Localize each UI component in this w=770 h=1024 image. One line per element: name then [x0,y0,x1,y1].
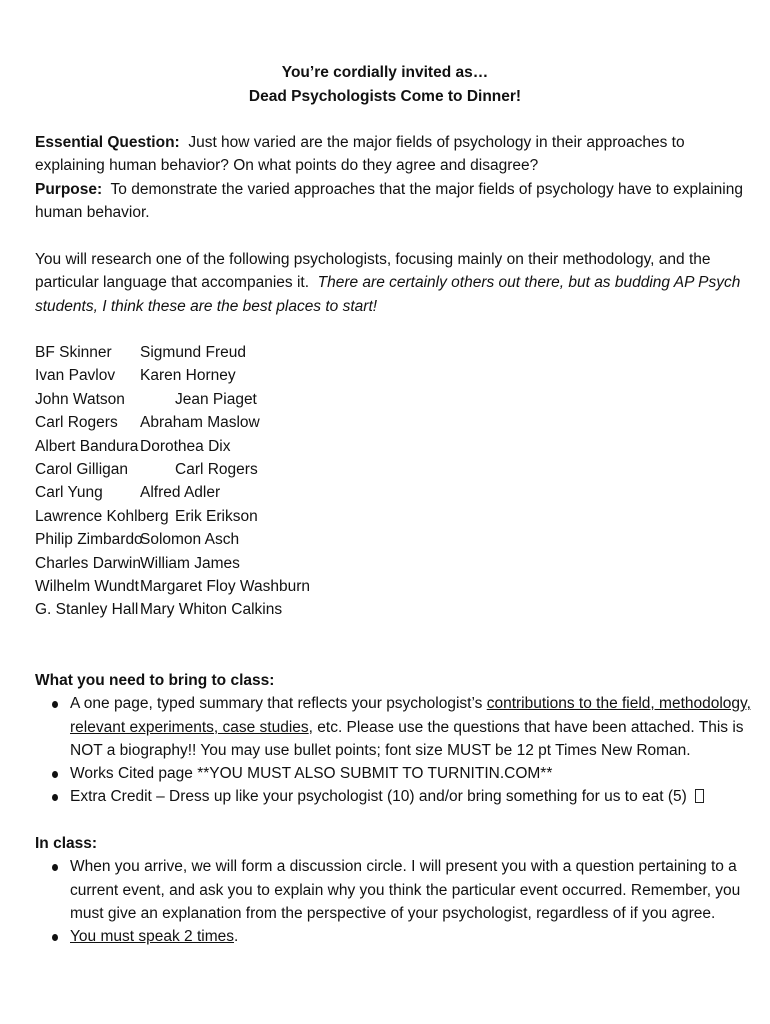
event-title [0,85,770,108]
psychologist-name: Karen Horney [140,367,236,385]
bring-item-1-underlined: contributions to the field, methodology, relevant experiments, case studies [70,695,751,736]
purpose [35,178,755,225]
in-class-item-2-underlined: You must speak 2 times [70,928,234,946]
in-class-item-1-text: When you arrive, we will form a discussion circle. I will present you with a question pertaining to a current event, and ask you to explain why you think the particular event occurred. Remember, you must give an explanation from the perspective of your psychologist, regardless of if you agree. [70,858,741,922]
title-line-2: Dead Psychologists Come to Dinner! [248,88,522,105]
essential-question-text: Just how varied are the major fields of psychology in their approaches to explaining human behavior? On what points do they agree and disagree? [35,134,685,175]
psychologist-name: G. Stanley Hall [35,601,139,619]
psychologist-name: Jean Piaget [175,390,257,408]
bring-section [35,669,755,809]
bullet-icon [52,934,58,941]
list-item [35,692,755,762]
psychologist-name: Erik Erikson [175,507,258,525]
essential-question-label: Essential Question: [35,134,180,151]
psychologist-name: Carl Yung [35,484,103,502]
in-class-item-2-end: . [233,928,239,946]
essential-question [35,131,755,178]
in-class-section [35,832,755,948]
placeholder-glyph-icon [695,789,704,803]
bring-item-1-text: A one page, typed summary that reflects your psychologist’s [70,695,483,713]
psychologist-name: Margaret Floy Washburn [140,577,310,595]
psychologist-name: Ivan Pavlov [35,367,116,385]
bullet-icon [52,701,58,708]
list-item [35,785,755,808]
psychologist-name: BF Skinner [35,344,112,361]
bring-item-1-rest: , etc. Please use the questions that have been attached. This is NOT a biography!! You may use bullet points; font size MUST be 12 pt Times New Roman. [70,718,744,759]
invitation-title [0,61,770,84]
title-line-1: You’re cordially invited as… [281,64,489,81]
psychologist-name: Carol Gilligan [35,460,129,478]
list-item [35,762,755,785]
intro-italic-text: There are certainly others out there, but as budding AP Psych students, I think these are the best places to start! [35,274,741,315]
psychologist-name: Alfred Adler [140,484,221,502]
intro-text: You will research one of the following psychologists, focusing mainly on their methodology, and the particular language that accompanies it. [35,251,711,292]
bring-heading: What you need to bring to class: [35,672,275,689]
psychologist-name: Solomon Asch [140,531,240,549]
in-class-heading: In class: [35,835,98,852]
bullet-icon [52,864,58,871]
list-item [35,925,755,948]
list-item [35,855,755,925]
intro-paragraph [35,248,755,318]
psychologist-name: John Watson [35,390,125,408]
psychologist-name: Wilhelm Wundt [35,577,139,595]
bring-item-2-text: Works Cited page **YOU MUST ALSO SUBMIT TO TURNITIN.COM** [70,765,553,783]
psychologist-name: Carl Rogers [35,414,118,432]
purpose-label: Purpose: [35,181,103,198]
purpose-text: To demonstrate the varied approaches that the major fields of psychology have to explaining human behavior. [35,181,743,222]
psychologist-name: William James [140,554,240,572]
bring-item-3-text: Extra Credit – Dress up like your psychologist (10) and/or bring something for us to eat (5) [70,788,687,806]
psychologist-name: Mary Whiton Calkins [140,601,283,619]
psychologist-name: Charles Darwin [35,554,141,572]
bullet-icon [52,794,58,801]
psychologist-name: Albert Bandura [35,437,139,455]
psychologist-name: Sigmund Freud [140,344,246,361]
bullet-icon [52,771,58,778]
psychologist-name: Lawrence Kohlberg [35,507,169,525]
psychologist-name: Philip Zimbardo [35,531,143,549]
psychologist-name: Carl Rogers [175,460,258,478]
psychologist-name: Dorothea Dix [140,437,231,455]
psychologist-name: Abraham Maslow [140,414,260,432]
